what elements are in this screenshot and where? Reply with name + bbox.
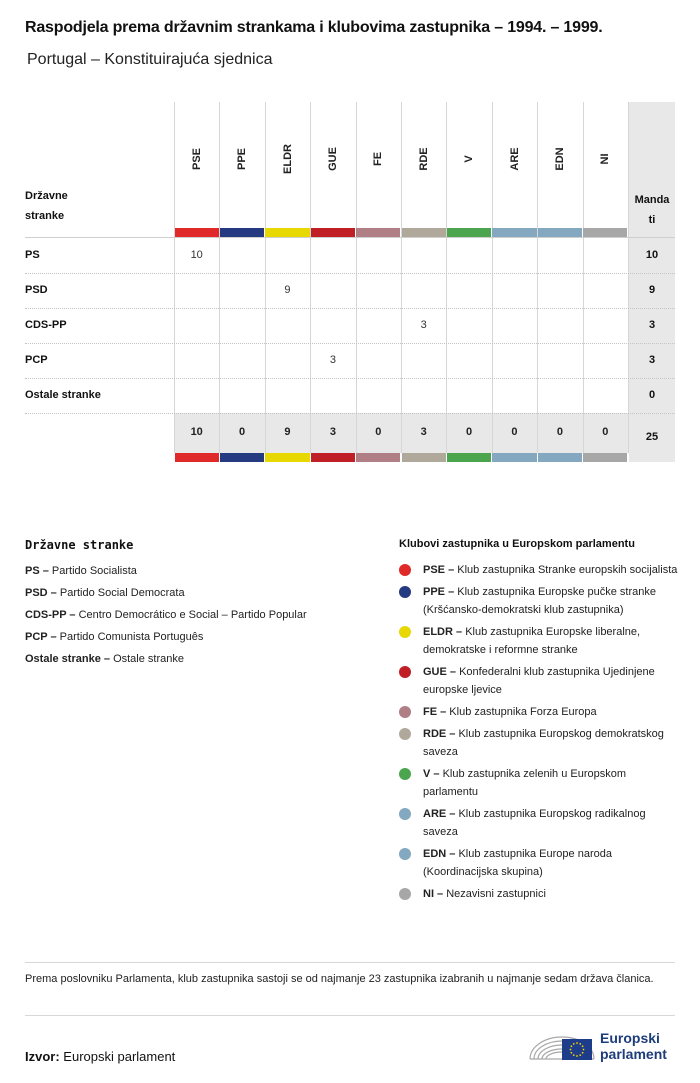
row-label: PSD — [25, 284, 48, 296]
column-divider — [310, 102, 311, 453]
legend-abbr: PCP – — [25, 631, 60, 643]
chart-subtitle: Portugal – Konstituirajuća sjednica — [27, 51, 273, 68]
political-group-legend-item — [399, 561, 679, 579]
political-group-legend-item — [399, 805, 679, 841]
column-total: 0 — [375, 426, 382, 438]
column-header-gue: GUE — [326, 147, 339, 171]
color-bar-top-rde — [402, 228, 446, 237]
flag-star — [579, 1043, 581, 1045]
mandates-header — [629, 190, 675, 230]
row-header-line: stranke — [25, 210, 65, 222]
row-mandates: 3 — [648, 319, 656, 331]
flag-star — [576, 1042, 578, 1044]
column-total: 0 — [556, 426, 563, 438]
column-divider — [265, 102, 266, 453]
column-header-ppe: PPE — [236, 148, 249, 171]
row-divider — [25, 343, 675, 344]
legend-color-dot — [399, 666, 411, 678]
column-divider — [174, 102, 175, 453]
column-divider — [492, 102, 493, 453]
legend-abbr: RDE – — [423, 728, 459, 740]
legend-color-dot — [399, 808, 411, 820]
source-line — [25, 1049, 175, 1064]
column-header-ni: NI — [599, 153, 612, 165]
color-bar-bottom-ppe — [220, 453, 264, 462]
logo-line-1: Europski — [600, 1030, 660, 1046]
legend-abbr: PPE – — [423, 586, 458, 598]
cell-value: 3 — [420, 319, 427, 331]
row-divider — [25, 378, 675, 379]
political-group-legend-item — [399, 885, 679, 903]
column-total: 10 — [190, 426, 203, 438]
political-group-legend-item — [399, 623, 679, 659]
cell-value: 3 — [329, 354, 336, 366]
color-bar-bottom-rde — [402, 453, 446, 462]
cell-value: 10 — [190, 249, 203, 261]
color-bar-top-fe — [356, 228, 400, 237]
legend-color-dot — [399, 706, 411, 718]
column-total: 0 — [239, 426, 246, 438]
column-header-eldr: ELDR — [281, 144, 294, 174]
color-bar-top-pse — [175, 228, 219, 237]
political-group-legend-item — [399, 583, 679, 619]
legend-abbr: ARE – — [423, 808, 459, 820]
row-label: PCP — [25, 354, 48, 366]
legend-name: Klub zastupnika Europskog radikalnog saveza — [423, 808, 646, 838]
column-total: 0 — [466, 426, 473, 438]
color-bar-top-eldr — [265, 228, 309, 237]
legend-abbr: NI – — [423, 888, 447, 900]
source-label: Izvor: — [25, 1049, 60, 1064]
flag-star — [576, 1055, 578, 1057]
legend-abbr: Ostale stranke – — [25, 653, 114, 665]
footnote: Prema poslovniku Parlamenta, klub zastupnika sastoji se od najmanje 23 zastupnika izabranih u najmanje sedam država članica. — [25, 973, 654, 985]
legend-color-dot — [399, 626, 411, 638]
legend-name: Klub zastupnika Europskog demokratskog saveza — [423, 728, 664, 758]
political-group-legend-item — [399, 725, 679, 761]
row-divider — [25, 273, 675, 274]
flag-star — [579, 1054, 581, 1056]
mandates-header-line: Manda — [634, 194, 670, 206]
legend-name: Partido Comunista Português — [59, 631, 204, 643]
national-parties-legend-title: Državne stranke — [25, 538, 134, 552]
legend-abbr: CDS-PP – — [25, 609, 79, 621]
legend-name: Partido Social Democrata — [59, 587, 185, 599]
europarl-logo-text — [600, 1030, 667, 1062]
column-divider — [356, 102, 357, 453]
legend-name: Ostale stranke — [113, 653, 184, 665]
row-label: PS — [25, 249, 40, 261]
column-total: 9 — [284, 426, 291, 438]
color-bar-bottom-v — [447, 453, 491, 462]
color-bar-bottom-pse — [175, 453, 219, 462]
color-bar-bottom-are — [492, 453, 536, 462]
color-bar-bottom-ni — [583, 453, 627, 462]
legend-name: Klub zastupnika zelenih u Europskom parlamentu — [423, 768, 627, 798]
color-bar-bottom-gue — [311, 453, 355, 462]
column-divider — [583, 102, 584, 453]
row-label: CDS-PP — [25, 319, 67, 331]
legend-abbr: FE – — [423, 706, 450, 718]
row-mandates: 0 — [648, 389, 656, 401]
legend-name: Partido Socialista — [51, 565, 137, 577]
row-header-line: Državne — [25, 190, 68, 202]
source-value: Europski parlament — [63, 1049, 176, 1064]
column-divider — [446, 102, 447, 453]
row-divider — [25, 413, 675, 414]
legend-abbr: EDN – — [423, 848, 459, 860]
column-total: 0 — [602, 426, 609, 438]
legend-color-dot — [399, 888, 411, 900]
legend-color-dot — [399, 728, 411, 740]
column-divider — [537, 102, 538, 453]
column-divider — [219, 102, 220, 453]
row-mandates: 10 — [645, 249, 659, 261]
eu-flag-icon — [562, 1039, 592, 1060]
grand-total: 25 — [645, 431, 659, 443]
chart-title: Raspodjela prema državnim strankama i klubovima zastupnika – 1994. – 1999. — [25, 19, 603, 36]
logo-line-2: parlament — [600, 1046, 667, 1062]
political-group-legend-item — [399, 703, 679, 721]
legend-name: Klub zastupnika Europske pučke stranke (Kršćansko-demokratski klub zastupnika) — [423, 586, 656, 616]
column-header-edn: EDN — [553, 147, 566, 171]
flag-star — [583, 1049, 585, 1051]
legend-name: Nezavisni zastupnici — [446, 888, 546, 900]
row-label: Ostale stranke — [25, 389, 101, 401]
color-bar-top-edn — [538, 228, 582, 237]
legend-abbr: PSE – — [423, 564, 458, 576]
national-party-legend-item — [25, 630, 375, 652]
color-bar-top-gue — [311, 228, 355, 237]
column-total: 3 — [329, 426, 336, 438]
legend-abbr: V – — [423, 768, 443, 780]
legend-abbr: PS – — [25, 565, 52, 577]
flag-star — [582, 1045, 584, 1047]
political-group-legend-item — [399, 845, 679, 881]
political-groups-legend-title: Klubovi zastupnika u Europskom parlamentu — [399, 538, 635, 550]
color-bar-top-ni — [583, 228, 627, 237]
legend-abbr: ELDR – — [423, 626, 466, 638]
column-total: 3 — [420, 426, 427, 438]
cell-value: 9 — [284, 284, 291, 296]
color-bar-bottom-eldr — [265, 453, 309, 462]
color-bar-top-are — [492, 228, 536, 237]
row-divider — [25, 308, 675, 309]
flag-star — [570, 1052, 572, 1054]
footer-divider-bottom — [25, 1015, 675, 1016]
legend-abbr: GUE – — [423, 666, 460, 678]
political-group-legend-item — [399, 765, 679, 801]
flag-star — [570, 1049, 572, 1051]
flag-star — [570, 1045, 572, 1047]
mandates-header-line: ti — [648, 214, 656, 226]
column-header-are: ARE — [508, 147, 521, 171]
flag-star — [582, 1052, 584, 1054]
footer-divider-top — [25, 962, 675, 963]
column-divider — [401, 102, 402, 453]
column-header-v: V — [463, 155, 476, 163]
legend-color-dot — [399, 768, 411, 780]
column-header-rde: RDE — [417, 147, 430, 171]
header-divider — [25, 237, 675, 238]
color-bar-top-ppe — [220, 228, 264, 237]
column-total: 0 — [511, 426, 518, 438]
mandates-column-bg — [629, 102, 675, 462]
column-header-fe: FE — [372, 151, 385, 167]
legend-abbr: PSD – — [25, 587, 60, 599]
column-header-pse: PSE — [190, 148, 203, 171]
row-mandates: 3 — [648, 354, 656, 366]
legend-name: Centro Democrático e Social – Partido Popular — [78, 609, 307, 621]
flag-star — [573, 1054, 575, 1056]
flag-star — [573, 1043, 575, 1045]
legend-color-dot — [399, 848, 411, 860]
legend-name: Konfederalni klub zastupnika Ujedinjene europske ljevice — [423, 666, 655, 696]
color-bar-bottom-edn — [538, 453, 582, 462]
political-groups-legend — [399, 538, 679, 907]
national-parties-legend — [25, 538, 375, 674]
national-party-legend-item — [25, 652, 375, 674]
political-group-legend-item — [399, 663, 679, 699]
color-bar-bottom-fe — [356, 453, 400, 462]
distribution-table — [25, 102, 675, 464]
legend-color-dot — [399, 564, 411, 576]
legend-name: Klub zastupnika Stranke europskih socijalista — [457, 564, 678, 576]
legend-name: Klub zastupnika Europske liberalne, demokratske i reformne stranke — [423, 626, 641, 656]
color-bar-top-v — [447, 228, 491, 237]
legend-color-dot — [399, 586, 411, 598]
row-header-label — [25, 186, 68, 226]
national-party-legend-item — [25, 564, 375, 586]
national-party-legend-item — [25, 586, 375, 608]
row-mandates: 9 — [648, 284, 656, 296]
national-party-legend-item — [25, 608, 375, 630]
legend-name: Klub zastupnika Forza Europa — [449, 706, 597, 718]
legend-name: Klub zastupnika Europe naroda (Koordinacijska skupina) — [423, 848, 612, 878]
